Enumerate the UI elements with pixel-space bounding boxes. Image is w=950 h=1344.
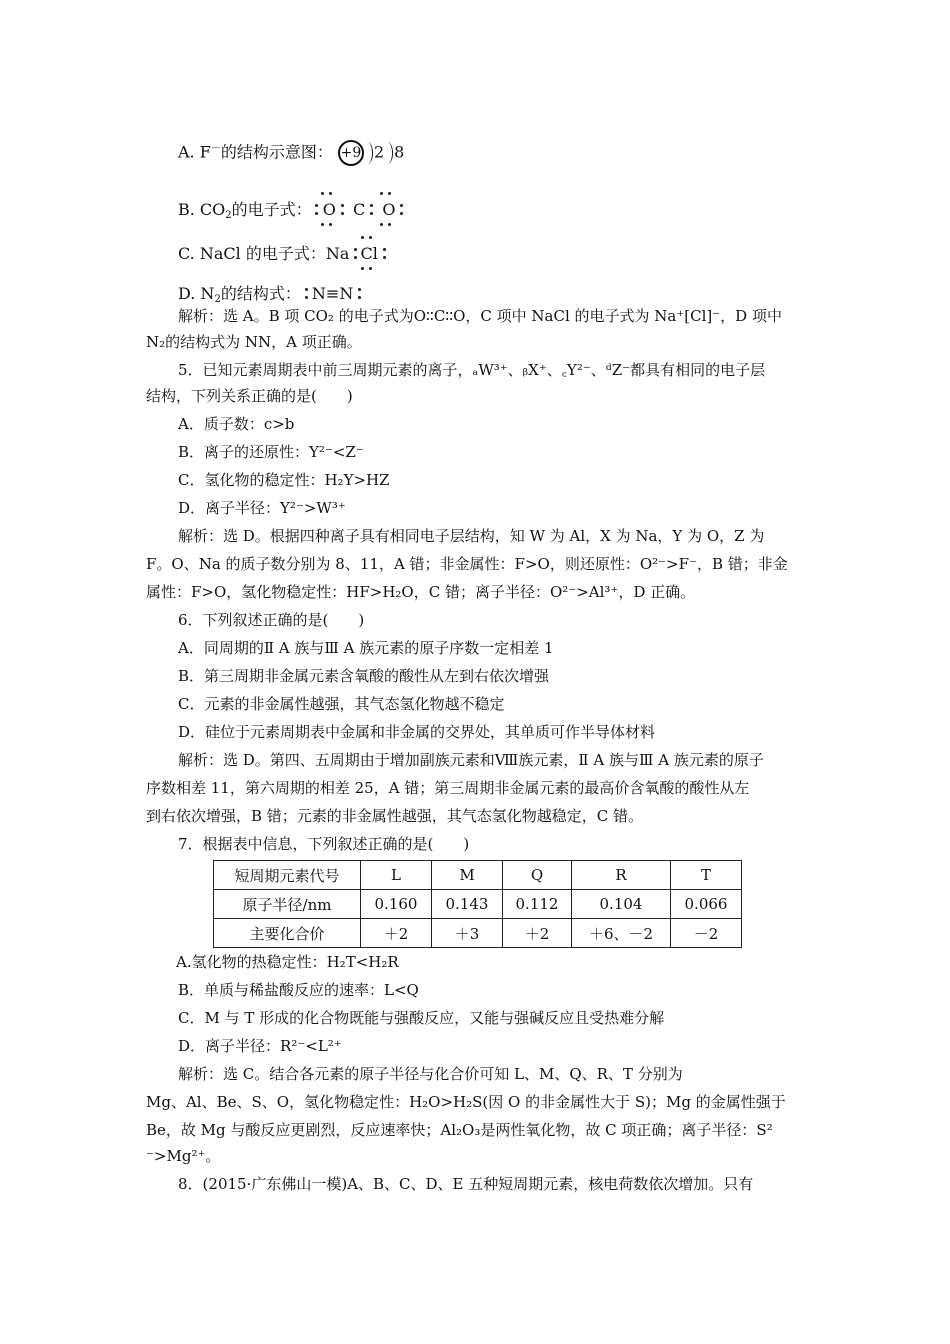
q7-analysis-line-4: ⁻>Mg²⁺。 (146, 1147, 221, 1165)
q6-option-d: D．硅位于元素周期表中金属和非金属的交界处，其单质可作半导体材料 (178, 723, 656, 741)
electron-dot-cl (354, 244, 383, 264)
table-header-row (214, 861, 742, 890)
q5-option-d: D．离子半径：Y²⁻>W³⁺ (178, 499, 346, 517)
q7-option-c: C．M 与 T 形成的化合物既能与强酸反应，又能与强碱反应且受热难分解 (178, 1009, 665, 1027)
table-header-cell: Q (503, 861, 572, 890)
table-header-cell: R (572, 861, 671, 890)
q7-option-d: D．离子半径：R²⁻<L²⁺ (178, 1037, 342, 1055)
q5-stem-line-1: 5．已知元素周期表中前三周期元素的离子，ₐW³⁺、ᵦX⁺、꜀Y²⁻、ᵈZ⁻都具有相同的电子层 (178, 361, 766, 379)
table-header-cell: M (432, 861, 503, 890)
q5-analysis-line-2: F。O、Na 的质子数分别为 8、11，A 错；非金属性：F>O，则还原性：O²⁻>F⁻，B 错；非金 (146, 555, 788, 573)
q6-option-c: C．元素的非金属性越强，其气态氢化物越不稳定 (178, 695, 505, 713)
table-cell: 原子半径/nm (214, 890, 361, 919)
q4-option-d-sub: 2 (214, 294, 221, 305)
q4-option-d (178, 284, 359, 304)
q4-option-d-text: 的结构式： (220, 284, 301, 303)
q4-option-b-sub: 2 (225, 210, 232, 221)
q4-option-a-text: 的结构示意图： (220, 142, 333, 162)
table-cell: 0.066 (671, 890, 742, 919)
q7-option-a: A.氢化物的热稳定性：H₂T<H₂R (176, 953, 399, 971)
q4-option-d-prefix: D. N (178, 284, 215, 303)
electron-dot-o2 (376, 200, 401, 220)
q5-analysis-line-3: 属性：F>O，氢化物稳定性：HF>H₂O，C 错；离子半径：O²⁻>Al³⁺，D 正确。 (146, 583, 696, 601)
q6-analysis-line-2: 序数相差 11，第六周期的相差 25，A 错；第三周期非金属元素的最高价含氧酸的酸性从左 (146, 779, 750, 797)
table-header-cell: 短周期元素代号 (214, 861, 361, 890)
nucleus-circle: +9 (338, 140, 364, 166)
q4-option-b-text: 的电子式： (231, 200, 312, 219)
q6-option-a: A．同周期的Ⅱ A 族与Ⅲ A 族元素的原子序数一定相差 1 (178, 639, 554, 657)
q7-data-table (213, 860, 742, 948)
table-cell: 0.112 (503, 890, 572, 919)
table-cell: 0.104 (572, 890, 671, 919)
q4-option-c (178, 244, 384, 264)
electron-dot-o1 (317, 200, 342, 220)
q7-analysis-line-3: Be，故 Mg 与酸反应更剧烈，反应速率快；Al₂O₃是两性氧化物，故 C 项正确；离子半径：S² (146, 1121, 773, 1139)
q4-option-b (178, 200, 401, 220)
q5-option-b: B．离子的还原性：Y²⁻<Z⁻ (178, 443, 364, 461)
table-cell: －2 (671, 919, 742, 948)
table-cell: 主要化合价 (214, 919, 361, 948)
q4-option-a-sup: － (210, 143, 221, 155)
q7-option-b: B．单质与稀盐酸反应的速率：L<Q (178, 981, 419, 999)
table-cell: ＋2 (361, 919, 432, 948)
shell-1-count: 2 (373, 142, 385, 162)
q4-option-a (178, 140, 404, 166)
table-cell: ＋6、－2 (572, 919, 671, 948)
table-cell: ＋3 (432, 919, 503, 948)
shell-2-count: 8 (394, 142, 405, 162)
atom-o1: O (322, 200, 336, 219)
n2-formula: N≡N (311, 284, 354, 303)
n2-structure (306, 284, 359, 304)
q6-analysis-line-3: 到右依次增强，B 错；元素的非金属性越强，其气态氢化物越稳定，C 错。 (146, 807, 644, 825)
q5-analysis-line-1: 解析：选 D。根据四种离子具有相同电子层结构，知 W 为 Al，X 为 Na，Y 为 O，Z 为 (178, 527, 765, 545)
table-row (214, 890, 742, 919)
q5-option-a: A．质子数：c>b (178, 415, 295, 433)
q6-option-b: B．第三周期非金属元素含氧酸的酸性从左到右依次增强 (178, 667, 550, 685)
table-header-cell: T (671, 861, 742, 890)
q4-analysis-line-1: 解析：选 A。B 项 CO₂ 的电子式为O∶∶C∶∶O，C 项中 NaCl 的电子式为 Na⁺[Cl]⁻，D 项中 (178, 307, 782, 325)
table-header-cell: L (361, 861, 432, 890)
table-cell: 0.160 (361, 890, 432, 919)
q8-stem-line-1: 8．(2015·广东佛山一模)A、B、C、D、E 五种短周期元素，核电荷数依次增加。只有 (178, 1175, 754, 1193)
table-row (214, 919, 742, 948)
q4-option-c-text: C. NaCl 的电子式：Na (178, 244, 350, 263)
q6-analysis-line-1: 解析：选 D。第四、五周期由于增加副族元素和Ⅷ族元素，Ⅱ A 族与Ⅲ A 族元素的原子 (178, 751, 764, 769)
q4-option-a-prefix: A. F (178, 142, 211, 162)
q4-option-b-prefix: B. CO (178, 200, 226, 219)
table-cell: ＋2 (503, 919, 572, 948)
shell-arc-1 (362, 142, 373, 164)
atom-o2: O (382, 200, 396, 219)
q5-option-c: C．氢化物的稳定性：H₂Y>HZ (178, 471, 390, 489)
q5-stem-line-2: 结构，下列关系正确的是( ) (146, 387, 353, 405)
table-cell: 0.143 (432, 890, 503, 919)
q6-stem: 6．下列叙述正确的是( ) (178, 611, 365, 629)
q7-analysis-line-1: 解析：选 C。结合各元素的原子半径与化合价可知 L、M、Q、R、T 分别为 (178, 1065, 683, 1083)
atom-cl: Cl (360, 244, 378, 263)
q7-stem: 7．根据表中信息，下列叙述正确的是( ) (178, 835, 470, 853)
q4-analysis-line-2: N₂的结构式为 NN，A 项正确。 (146, 333, 362, 351)
atom-c: C (353, 200, 366, 219)
shell-arc-2 (382, 142, 393, 164)
q7-analysis-line-2: Mg、Al、Be、S、O，氢化物稳定性：H₂O>H₂S(因 O 的非金属性大于 S)；Mg 的金属性强于 (146, 1093, 786, 1111)
electron-dot-c (347, 200, 371, 220)
